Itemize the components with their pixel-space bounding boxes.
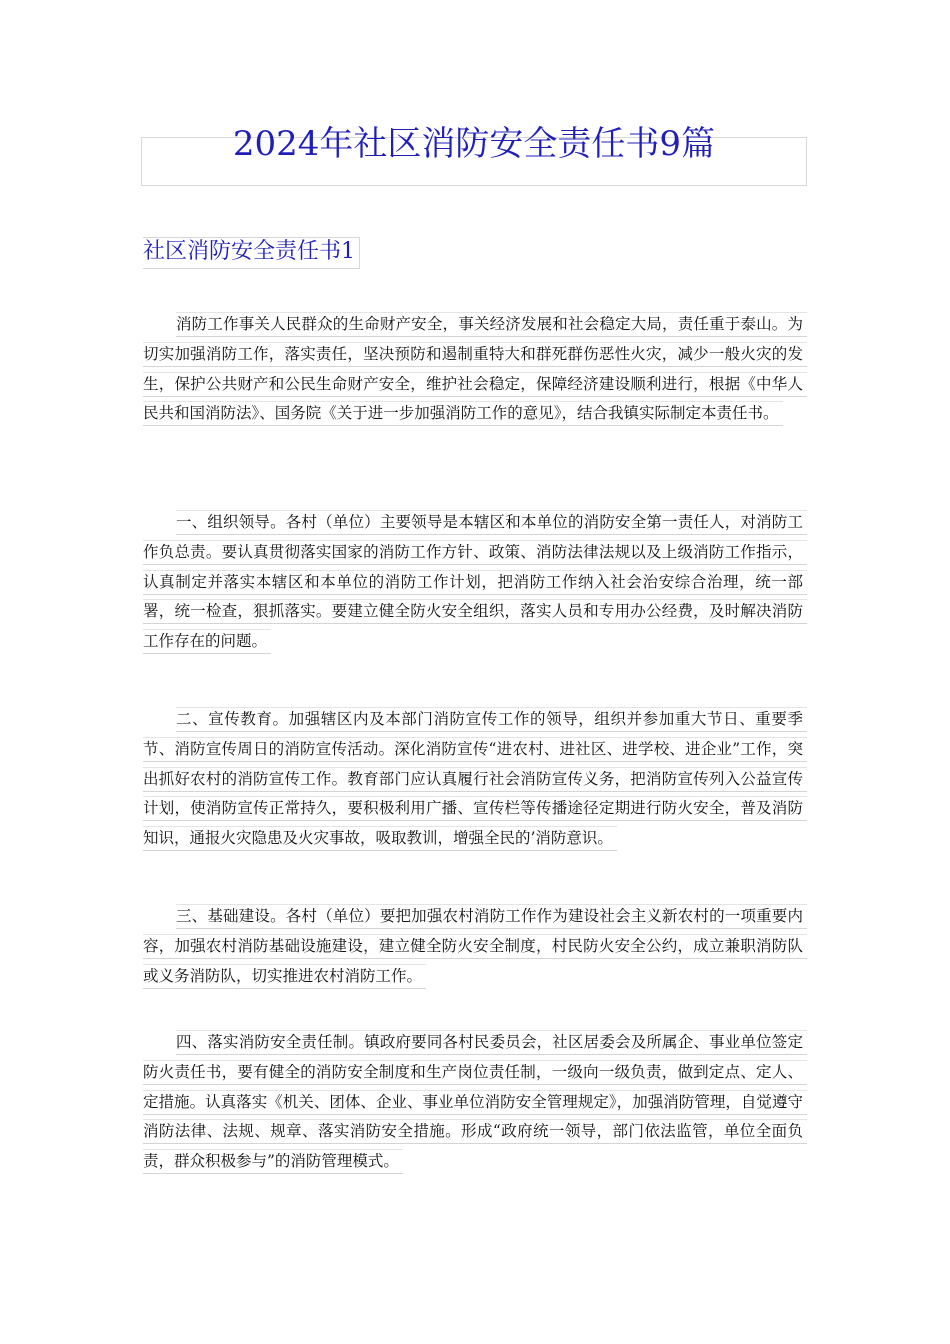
- paragraph-intro: [143, 310, 807, 429]
- paragraph-text: 消防工作事关人民群众的生命财产安全，事关经济发展和社会稳定大局，责任重于泰山。为切实加强消防工作，落实责任，坚决预防和遏制重特大和群死群伤恶性火灾，减少一般火灾的发生，保护公共财产和公民生命财产安全，维护社会稳定，保障经济建设顺利进行，根据《中华人民共和国消防法》、国务院《关于进一步加强消防工作的意见》，结合我镇实际制定本责任书。: [143, 312, 807, 426]
- document-title-text: 2024年社区消防安全责任书9篇: [232, 124, 716, 164]
- paragraph-infrastructure: [143, 902, 807, 991]
- section-heading: 社区消防安全责任书1: [143, 237, 360, 269]
- paragraph-responsibility: [143, 1028, 807, 1177]
- paragraph-text: 三、基础建设。各村（单位）要把加强农村消防工作作为建设社会主义新农村的一项重要内容，加强农村消防基础设施建设，建立健全防火安全制度，村民防火安全公约，成立兼职消防队或义务消防队，切实推进农村消防工作。: [143, 904, 807, 989]
- paragraph-organization: [143, 508, 807, 657]
- paragraph-text: 四、落实消防安全责任制。镇政府要同各村民委员会，社区居委会及所属企、事业单位签定防火责任书，要有健全的消防安全制度和生产岗位责任制，一级向一级负责，做到定点、定人、定措施。认真落实《机关、团体、企业、事业单位消防安全管理规定》，加强消防管理，自觉遵守消防法律、法规、规章、落实消防安全措施。形成“政府统一领导，部门依法监管，单位全面负责，群众积极参与”的消防管理模式。: [143, 1030, 807, 1174]
- paragraph-text: 一、组织领导。各村（单位）主要领导是本辖区和本单位的消防安全第一责任人，对消防工作负总责。要认真贯彻落实国家的消防工作方针、政策、消防法律法规以及上级消防工作指示，认真制定并落实本辖区和本单位的消防工作计划，把消防工作纳入社会治安综合治理，统一部署，统一检查，狠抓落实。要建立健全防火安全组织，落实人员和专用办公经费，及时解决消防工作存在的问题。: [143, 510, 807, 654]
- paragraph-publicity: [143, 705, 807, 854]
- document-title: [141, 124, 807, 186]
- paragraph-text: 二、宣传教育。加强辖区内及本部门消防宣传工作的领导，组织并参加重大节日、重要季节、消防宣传周日的消防宣传活动。深化消防宣传“进农村、进社区、进学校、进企业”工作，突出抓好农村的消防宣传工作。教育部门应认真履行社会消防宣传义务，把消防宣传列入公益宣传计划，使消防宣传正常持久，要积极利用广播、宣传栏等传播途径定期进行防火安全，普及消防知识，通报火灾隐患及火灾事故，吸取教训，增强全民的’消防意识。: [143, 707, 807, 851]
